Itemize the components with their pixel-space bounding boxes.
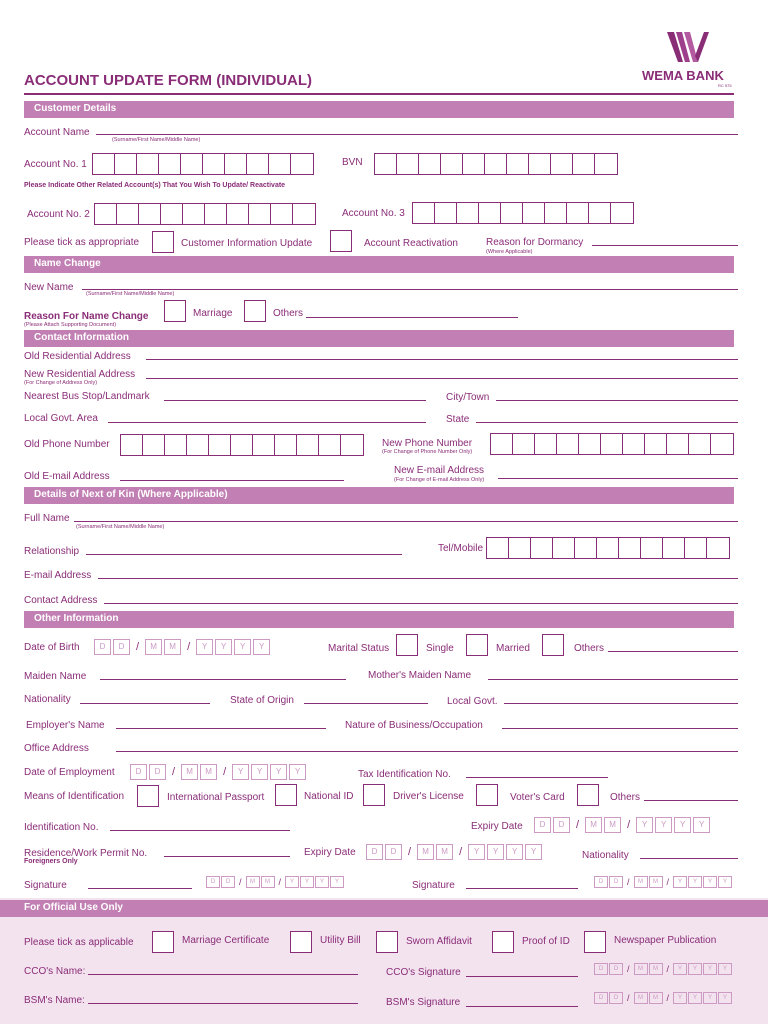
bsm-name-field[interactable] bbox=[88, 1003, 358, 1004]
office-address-label: Office Address bbox=[24, 743, 89, 754]
city-field[interactable] bbox=[496, 400, 738, 401]
doe-date-boxes[interactable]: D D / M M / Y Y Y Y bbox=[130, 764, 308, 780]
id-others-checkbox[interactable] bbox=[577, 784, 599, 806]
account-name-field[interactable] bbox=[96, 134, 738, 135]
signature-field[interactable] bbox=[88, 888, 192, 889]
state-label: State bbox=[446, 414, 470, 425]
signature-label: Signature bbox=[24, 880, 67, 891]
bsm-signature-field[interactable] bbox=[466, 1006, 578, 1007]
tick-appropriate-label: Please tick as appropriate bbox=[24, 237, 140, 248]
section-official-use: For Official Use Only bbox=[0, 900, 768, 917]
new-phone-hint: (For Change of Phone Number Only) bbox=[382, 449, 473, 455]
drivers-license-label: Driver's License bbox=[393, 791, 464, 802]
tel-mobile-label: Tel/Mobile bbox=[438, 543, 484, 554]
new-name-label: New Name bbox=[24, 282, 74, 293]
wema-logo-icon bbox=[664, 30, 712, 66]
name-others-field[interactable] bbox=[306, 317, 518, 318]
kin-full-name-field[interactable] bbox=[74, 521, 738, 522]
account-no-2-label: Account No. 2 bbox=[27, 209, 90, 220]
old-email-field[interactable] bbox=[120, 480, 344, 481]
expiry-date-2-label: Expiry Date bbox=[304, 847, 356, 858]
id-no-field[interactable] bbox=[110, 830, 290, 831]
bus-stop-field[interactable] bbox=[164, 400, 426, 401]
passport-checkbox[interactable] bbox=[137, 785, 159, 807]
permit-field[interactable] bbox=[164, 856, 290, 857]
new-name-hint: (Surname/First Name/Middle Name) bbox=[86, 291, 175, 297]
marital-others-label: Others bbox=[574, 643, 605, 654]
new-address-hint: (For Change of Address Only) bbox=[24, 380, 98, 386]
signature-2-field[interactable] bbox=[466, 888, 578, 889]
cco-date-boxes[interactable]: D D / M M / Y Y Y Y bbox=[594, 963, 733, 975]
old-address-label: Old Residential Address bbox=[24, 351, 131, 362]
reason-name-change-hint: (Please Attach Supporting Document) bbox=[24, 322, 117, 328]
id-others-label: Others bbox=[610, 792, 641, 803]
passport-label: International Passport bbox=[167, 792, 265, 803]
voters-card-label: Voter's Card bbox=[510, 792, 565, 803]
dob-date-boxes[interactable]: D D / M M / Y Y Y Y bbox=[94, 639, 272, 655]
maiden-name-label: Maiden Name bbox=[24, 671, 87, 682]
proof-id-checkbox[interactable] bbox=[492, 931, 514, 953]
title-rule bbox=[24, 93, 734, 95]
national-id-checkbox[interactable] bbox=[275, 784, 297, 806]
old-address-field[interactable] bbox=[146, 359, 738, 360]
office-address-field[interactable] bbox=[116, 751, 738, 752]
employer-field[interactable] bbox=[116, 728, 326, 729]
expiry-date-boxes[interactable]: D D / M M / Y Y Y Y bbox=[534, 817, 712, 833]
bsm-date-boxes[interactable]: D D / M M / Y Y Y Y bbox=[594, 992, 733, 1004]
marital-others-field[interactable] bbox=[608, 651, 738, 652]
old-phone-label: Old Phone Number bbox=[24, 439, 110, 450]
married-label: Married bbox=[496, 643, 530, 654]
marital-others-checkbox[interactable] bbox=[542, 634, 564, 656]
dob-label: Date of Birth bbox=[24, 642, 80, 653]
new-email-hint: (For Change of E-mail Address Only) bbox=[394, 477, 485, 483]
reason-name-change-label: Reason For Name Change bbox=[24, 311, 149, 322]
signature-2-date-boxes[interactable]: D D / M M / Y Y Y Y bbox=[594, 876, 733, 888]
info-update-label: Customer Information Update bbox=[181, 238, 313, 249]
id-no-label: Identification No. bbox=[24, 822, 99, 833]
mothers-maiden-label: Mother's Maiden Name bbox=[368, 670, 472, 681]
newspaper-label: Newspaper Publication bbox=[614, 935, 717, 946]
new-email-label: New E-mail Address bbox=[394, 465, 485, 476]
old-phone-boxes[interactable] bbox=[120, 434, 364, 456]
voters-card-checkbox[interactable] bbox=[476, 784, 498, 806]
dormancy-field[interactable] bbox=[592, 245, 738, 246]
section-customer-details: Customer Details bbox=[24, 101, 734, 118]
maiden-name-field[interactable] bbox=[100, 679, 346, 680]
doe-label: Date of Employment bbox=[24, 767, 115, 778]
dormancy-hint: (Where Applicable) bbox=[486, 249, 533, 255]
form-title: ACCOUNT UPDATE FORM (INDIVIDUAL) bbox=[24, 72, 313, 89]
dormancy-label: Reason for Dormancy bbox=[486, 237, 584, 248]
affidavit-checkbox[interactable] bbox=[376, 931, 398, 953]
single-checkbox[interactable] bbox=[396, 634, 418, 656]
tel-mobile-boxes[interactable] bbox=[486, 537, 730, 559]
employer-label: Employer's Name bbox=[26, 720, 105, 731]
new-address-label: New Residential Address bbox=[24, 369, 136, 380]
account-no-1-label: Account No. 1 bbox=[24, 159, 87, 170]
id-others-field[interactable] bbox=[644, 800, 738, 801]
kin-full-name-label: Full Name bbox=[24, 513, 70, 524]
relationship-label: Relationship bbox=[24, 546, 80, 557]
marriage-cert-checkbox[interactable] bbox=[152, 931, 174, 953]
nationality-label: Nationality bbox=[24, 694, 71, 705]
cco-signature-label: CCO's Signature bbox=[386, 967, 461, 978]
new-email-field[interactable] bbox=[498, 478, 738, 479]
marriage-cert-label: Marriage Certificate bbox=[182, 935, 270, 946]
new-phone-label: New Phone Number bbox=[382, 438, 473, 449]
section-other-info: Other Information bbox=[24, 611, 734, 628]
business-field[interactable] bbox=[502, 728, 738, 729]
info-update-checkbox[interactable] bbox=[152, 231, 174, 253]
bus-stop-label: Nearest Bus Stop/Landmark bbox=[24, 391, 150, 402]
married-checkbox[interactable] bbox=[466, 634, 488, 656]
bsm-name-label: BSM's Name: bbox=[24, 995, 85, 1006]
official-tick-label: Please tick as applicable bbox=[24, 937, 134, 948]
lga-label: Local Govt. Area bbox=[24, 413, 98, 424]
foreigners-only-label: Foreigners Only bbox=[24, 858, 78, 865]
state-field[interactable] bbox=[476, 422, 738, 423]
name-others-label: Others bbox=[273, 308, 304, 319]
expiry-date-2-boxes[interactable]: D D / M M / Y Y Y Y bbox=[366, 844, 544, 860]
kin-full-name-hint: (Surname/First Name/Middle Name) bbox=[76, 524, 165, 530]
related-accounts-note: Please Indicate Other Related Account(s) That You Wish To Update/ Reactivate bbox=[24, 182, 286, 189]
account-name-label: Account Name bbox=[24, 127, 90, 138]
kin-email-label: E-mail Address bbox=[24, 570, 92, 581]
utility-bill-label: Utility Bill bbox=[320, 935, 361, 946]
local-govt-field[interactable] bbox=[504, 703, 738, 704]
new-phone-boxes[interactable] bbox=[490, 433, 734, 455]
single-label: Single bbox=[426, 643, 454, 654]
expiry-date-label: Expiry Date bbox=[471, 821, 523, 832]
utility-bill-checkbox[interactable] bbox=[290, 931, 312, 953]
kin-address-label: Contact Address bbox=[24, 595, 98, 606]
bank-tag: RC 575 bbox=[718, 83, 732, 88]
cco-signature-field[interactable] bbox=[466, 976, 578, 977]
account-name-hint: (Surname/First Name/Middle Name) bbox=[112, 137, 201, 143]
section-name-change: Name Change bbox=[24, 256, 734, 273]
cco-name-label: CCO's Name: bbox=[24, 966, 86, 977]
city-label: City/Town bbox=[446, 392, 490, 403]
local-govt-label: Local Govt. bbox=[447, 696, 498, 707]
relationship-field[interactable] bbox=[86, 554, 402, 555]
nationality-field[interactable] bbox=[80, 703, 210, 704]
cco-name-field[interactable] bbox=[88, 974, 358, 975]
signature-date-boxes[interactable]: D D / M M / Y Y Y Y bbox=[206, 876, 345, 888]
permit-label: Residence/Work Permit No. bbox=[24, 848, 148, 859]
kin-email-field[interactable] bbox=[98, 578, 738, 579]
nationality-2-field[interactable] bbox=[640, 858, 738, 859]
marriage-label: Marriage bbox=[193, 308, 233, 319]
state-origin-field[interactable] bbox=[304, 703, 428, 704]
new-name-field[interactable] bbox=[82, 289, 738, 290]
means-id-label: Means of Identification bbox=[24, 791, 125, 802]
reactivation-checkbox[interactable] bbox=[330, 230, 352, 252]
proof-id-label: Proof of ID bbox=[522, 936, 570, 947]
bvn-label: BVN bbox=[342, 157, 363, 168]
account-no-3-label: Account No. 3 bbox=[342, 208, 405, 219]
marriage-checkbox[interactable] bbox=[164, 300, 186, 322]
bsm-signature-label: BSM's Signature bbox=[386, 997, 461, 1008]
section-contact: Contact Information bbox=[24, 330, 734, 347]
bank-name: WEMA BANK bbox=[642, 68, 724, 83]
name-others-checkbox[interactable] bbox=[244, 300, 266, 322]
bvn-boxes[interactable] bbox=[374, 153, 618, 175]
marital-status-label: Marital Status bbox=[328, 643, 390, 654]
tin-field[interactable] bbox=[466, 777, 608, 778]
mothers-maiden-field[interactable] bbox=[488, 679, 738, 680]
business-label: Nature of Business/Occupation bbox=[345, 720, 483, 731]
signature-2-label: Signature bbox=[412, 880, 455, 891]
account-no-3-boxes[interactable] bbox=[412, 202, 634, 224]
newspaper-checkbox[interactable] bbox=[584, 931, 606, 953]
kin-address-field[interactable] bbox=[104, 603, 738, 604]
affidavit-label: Sworn Affidavit bbox=[406, 936, 472, 947]
account-no-1-boxes[interactable] bbox=[92, 153, 314, 175]
tin-label: Tax Identification No. bbox=[358, 769, 451, 780]
drivers-license-checkbox[interactable] bbox=[363, 784, 385, 806]
state-origin-label: State of Origin bbox=[230, 695, 294, 706]
reactivation-label: Account Reactivation bbox=[364, 238, 458, 249]
old-email-label: Old E-mail Address bbox=[24, 471, 110, 482]
nationality-2-label: Nationality bbox=[582, 850, 629, 861]
section-next-of-kin: Details of Next of Kin (Where Applicable) bbox=[24, 487, 734, 504]
new-address-field[interactable] bbox=[146, 378, 738, 379]
lga-field[interactable] bbox=[108, 422, 426, 423]
account-no-2-boxes[interactable] bbox=[94, 203, 316, 225]
national-id-label: National ID bbox=[304, 791, 354, 802]
